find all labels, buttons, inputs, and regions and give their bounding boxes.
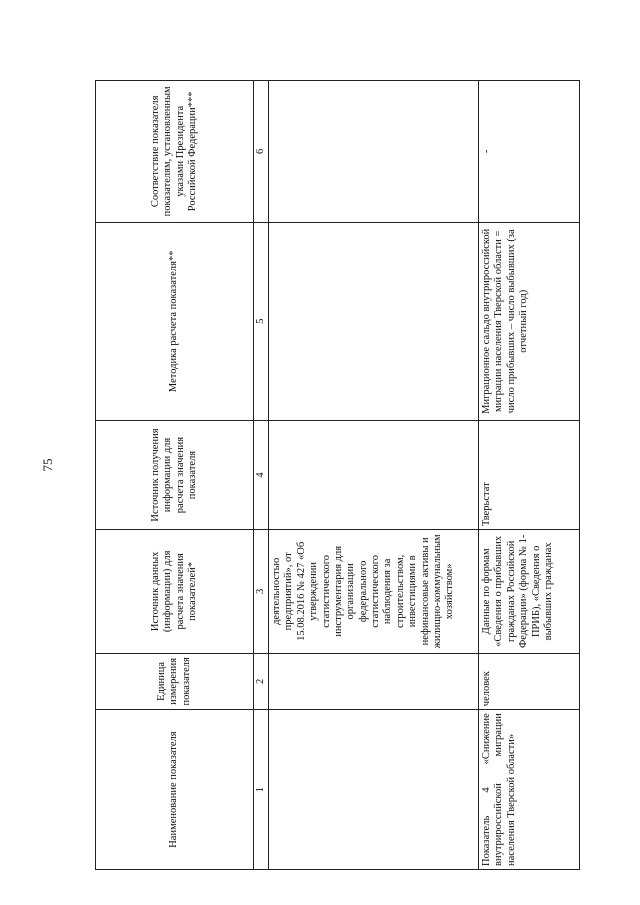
rotated-table-page — [95, 80, 580, 870]
empty-cell — [269, 653, 479, 710]
indicator-provider-cell: Тверьстат — [479, 420, 580, 529]
col-number: 2 — [254, 653, 269, 710]
indicator-method-cell: Миграционное сальдо внутрироссийской миграции населения Тверской области = число прибывших – число выбывших (за отчетный год) — [479, 222, 580, 420]
header-cell-unit: Единица измерения показателя — [96, 653, 254, 710]
header-cell-source: Источник данных (информации) для расчета значения показателей* — [96, 530, 254, 653]
empty-cell — [269, 420, 479, 529]
indicator-unit-cell: человек — [479, 653, 580, 710]
header-cell-method: Методика расчета показателя** — [96, 222, 254, 420]
continuation-row — [269, 81, 479, 870]
page-number: 75 — [40, 458, 55, 472]
indicator-4-row — [479, 81, 580, 870]
indicator-name-cell: Показатель 4 «Снижение внутрироссийской миграции населения Тверской области» — [479, 710, 580, 870]
header-row — [96, 81, 254, 870]
source-continuation-cell: деятельностью предприятий», от 15.08.2016 № 427 «Об утверждении статистического инструментария для организации федерального статистического наблюдения за строительством, инвестициями в нефинансовые активы и жилищно-коммунальным хозяйством» — [269, 530, 479, 653]
empty-cell — [269, 222, 479, 420]
indicators-table — [95, 80, 580, 870]
col-number: 6 — [254, 81, 269, 223]
header-cell-provider: Источник получения информации для расчета значения показателя — [96, 420, 254, 529]
col-number: 5 — [254, 222, 269, 420]
column-number-row — [254, 81, 269, 870]
header-cell-name: Наименование показателя — [96, 710, 254, 870]
col-number: 1 — [254, 710, 269, 870]
col-number: 3 — [254, 530, 269, 653]
empty-cell — [269, 81, 479, 223]
indicator-source-cell: Данные по формам «Сведения о прибывших гражданах Российской Федерации» (форма № 1-ПРИБ), «Сведения о выбывших гражданах — [479, 530, 580, 653]
indicator-decrees-cell: - — [479, 81, 580, 223]
empty-cell — [269, 710, 479, 870]
col-number: 4 — [254, 420, 269, 529]
header-cell-decrees: Соответствие показателя показателям, установленным указами Президента Российской Федерации*** — [96, 81, 254, 223]
